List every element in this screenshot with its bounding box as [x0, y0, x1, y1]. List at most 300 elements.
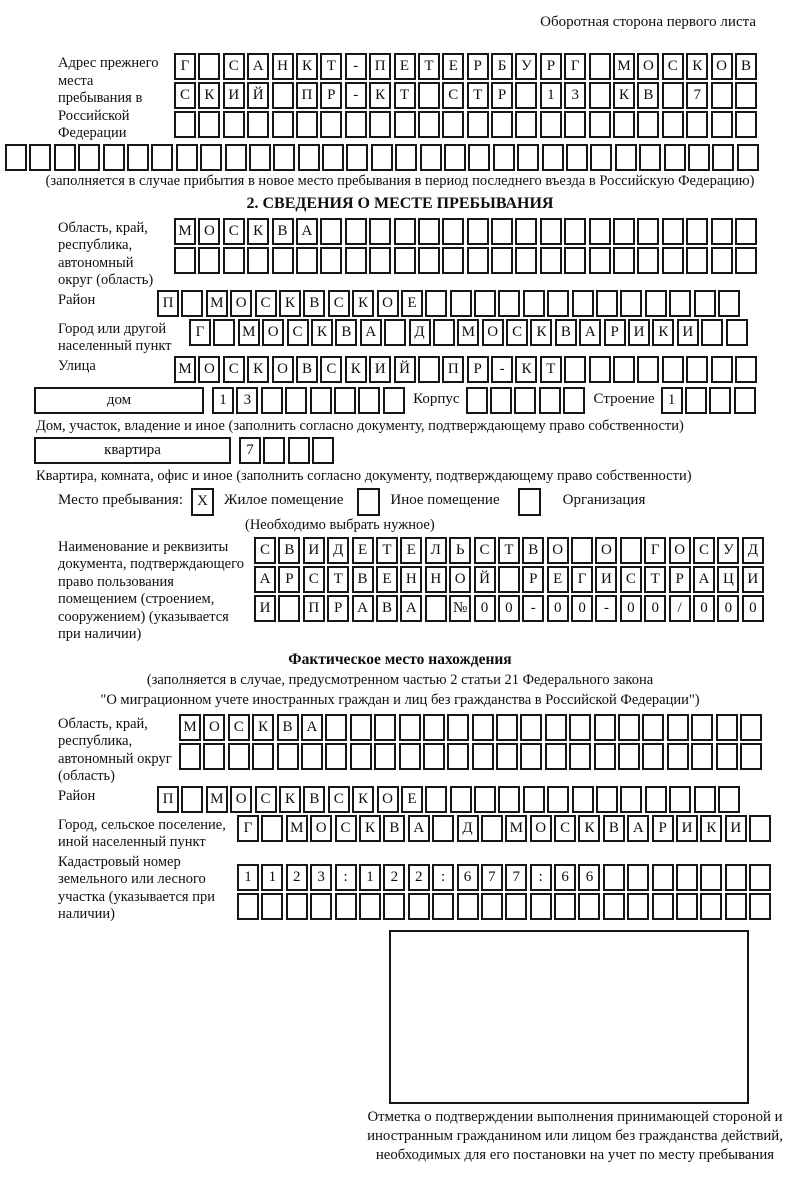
char-cell[interactable]: С — [662, 53, 684, 80]
char-cell[interactable]: 0 — [644, 595, 666, 622]
char-cell[interactable]: У — [717, 537, 739, 564]
char-cell[interactable]: К — [700, 815, 722, 842]
char-cell[interactable]: Е — [442, 53, 464, 80]
char-cell[interactable] — [540, 111, 562, 138]
char-cell[interactable] — [589, 218, 611, 245]
char-cell[interactable]: Н — [400, 566, 422, 593]
char-cell[interactable]: 0 — [717, 595, 739, 622]
char-cell[interactable]: С — [474, 537, 496, 564]
char-cell[interactable] — [627, 864, 649, 891]
char-cell[interactable] — [310, 893, 332, 920]
char-cell[interactable]: - — [345, 82, 367, 109]
char-cell[interactable] — [247, 247, 269, 274]
char-cell[interactable] — [711, 111, 733, 138]
char-cell[interactable] — [444, 144, 466, 171]
char-cell[interactable]: М — [206, 290, 228, 317]
char-cell[interactable] — [325, 714, 347, 741]
char-cell[interactable] — [515, 82, 537, 109]
char-cell[interactable] — [466, 387, 488, 414]
char-cell[interactable] — [151, 144, 173, 171]
char-cell[interactable] — [29, 144, 51, 171]
char-cell[interactable] — [545, 743, 567, 770]
char-cell[interactable] — [481, 815, 503, 842]
char-cell[interactable] — [669, 290, 691, 317]
char-cell[interactable] — [686, 218, 708, 245]
char-cell[interactable] — [603, 893, 625, 920]
char-cell[interactable] — [399, 714, 421, 741]
char-cell[interactable]: Е — [394, 53, 416, 80]
char-cell[interactable] — [127, 144, 149, 171]
char-cell[interactable] — [432, 815, 454, 842]
char-cell[interactable] — [420, 144, 442, 171]
char-cell[interactable]: С — [223, 356, 245, 383]
char-cell[interactable]: Т — [327, 566, 349, 593]
char-cell[interactable] — [261, 893, 283, 920]
char-cell[interactable]: Е — [401, 290, 423, 317]
char-cell[interactable]: С — [287, 319, 309, 346]
char-cell[interactable] — [667, 714, 689, 741]
char-cell[interactable]: К — [652, 319, 674, 346]
char-cell[interactable]: М — [286, 815, 308, 842]
char-cell[interactable] — [467, 111, 489, 138]
char-cell[interactable] — [472, 743, 494, 770]
char-cell[interactable]: Б — [491, 53, 513, 80]
char-cell[interactable]: Д — [742, 537, 764, 564]
char-cell[interactable] — [203, 743, 225, 770]
char-cell[interactable] — [637, 247, 659, 274]
char-cell[interactable]: К — [369, 82, 391, 109]
char-cell[interactable] — [572, 290, 594, 317]
char-cell[interactable]: Р — [652, 815, 674, 842]
char-cell[interactable]: С — [506, 319, 528, 346]
char-cell[interactable] — [369, 247, 391, 274]
char-cell[interactable]: О — [637, 53, 659, 80]
char-cell[interactable]: № — [449, 595, 471, 622]
char-cell[interactable]: А — [247, 53, 269, 80]
char-cell[interactable]: Р — [467, 53, 489, 80]
char-cell[interactable] — [735, 247, 757, 274]
char-cell[interactable] — [520, 743, 542, 770]
char-cell[interactable] — [613, 111, 635, 138]
char-cell[interactable] — [735, 111, 757, 138]
char-cell[interactable] — [718, 290, 740, 317]
char-cell[interactable] — [615, 144, 637, 171]
char-cell[interactable]: А — [352, 595, 374, 622]
char-cell[interactable]: С — [442, 82, 464, 109]
char-cell[interactable] — [384, 319, 406, 346]
char-cell[interactable] — [740, 714, 762, 741]
char-cell[interactable] — [676, 864, 698, 891]
char-cell[interactable] — [345, 111, 367, 138]
char-cell[interactable] — [737, 144, 759, 171]
char-cell[interactable]: Т — [644, 566, 666, 593]
char-cell[interactable]: 6 — [578, 864, 600, 891]
char-cell[interactable] — [298, 144, 320, 171]
char-cell[interactable] — [539, 387, 561, 414]
char-cell[interactable] — [566, 144, 588, 171]
char-cell[interactable] — [225, 144, 247, 171]
char-cell[interactable] — [569, 714, 591, 741]
char-cell[interactable]: В — [352, 566, 374, 593]
char-cell[interactable]: М — [613, 53, 635, 80]
char-cell[interactable] — [620, 537, 642, 564]
char-cell[interactable] — [181, 290, 203, 317]
char-cell[interactable]: И — [595, 566, 617, 593]
char-cell[interactable]: К — [279, 786, 301, 813]
char-cell[interactable] — [272, 247, 294, 274]
char-cell[interactable] — [418, 111, 440, 138]
char-cell[interactable] — [296, 111, 318, 138]
char-cell[interactable] — [301, 743, 323, 770]
char-cell[interactable]: Р — [278, 566, 300, 593]
char-cell[interactable] — [496, 743, 518, 770]
char-cell[interactable] — [296, 247, 318, 274]
char-cell[interactable]: Е — [376, 566, 398, 593]
char-cell[interactable] — [335, 893, 357, 920]
char-cell[interactable] — [571, 537, 593, 564]
char-cell[interactable] — [691, 743, 713, 770]
char-cell[interactable]: 2 — [383, 864, 405, 891]
char-cell[interactable]: М — [238, 319, 260, 346]
char-cell[interactable]: А — [579, 319, 601, 346]
char-cell[interactable] — [237, 893, 259, 920]
char-cell[interactable] — [716, 714, 738, 741]
char-cell[interactable] — [325, 743, 347, 770]
char-cell[interactable]: 0 — [547, 595, 569, 622]
char-cell[interactable]: М — [174, 218, 196, 245]
char-cell[interactable] — [735, 218, 757, 245]
char-cell[interactable] — [198, 53, 220, 80]
char-cell[interactable] — [530, 893, 552, 920]
char-cell[interactable]: С — [328, 290, 350, 317]
char-cell[interactable]: Г — [237, 815, 259, 842]
char-cell[interactable] — [701, 319, 723, 346]
char-cell[interactable]: П — [442, 356, 464, 383]
char-cell[interactable]: Г — [571, 566, 593, 593]
char-cell[interactable]: Р — [491, 82, 513, 109]
char-cell[interactable]: 1 — [212, 387, 234, 414]
char-cell[interactable]: Р — [327, 595, 349, 622]
char-cell[interactable] — [517, 144, 539, 171]
char-cell[interactable] — [491, 218, 513, 245]
char-cell[interactable] — [312, 437, 334, 464]
char-cell[interactable] — [620, 786, 642, 813]
char-cell[interactable] — [498, 566, 520, 593]
char-cell[interactable] — [652, 864, 674, 891]
char-cell[interactable] — [637, 218, 659, 245]
char-cell[interactable]: К — [252, 714, 274, 741]
char-cell[interactable]: Д — [409, 319, 431, 346]
char-cell[interactable] — [320, 218, 342, 245]
char-cell[interactable] — [468, 144, 490, 171]
char-cell[interactable]: И — [223, 82, 245, 109]
char-cell[interactable]: А — [296, 218, 318, 245]
char-cell[interactable] — [505, 893, 527, 920]
char-cell[interactable] — [645, 290, 667, 317]
char-cell[interactable] — [642, 743, 664, 770]
char-cell[interactable] — [467, 218, 489, 245]
char-cell[interactable] — [686, 247, 708, 274]
char-cell[interactable]: Г — [189, 319, 211, 346]
char-cell[interactable]: В — [277, 714, 299, 741]
char-cell[interactable]: А — [400, 595, 422, 622]
char-cell[interactable] — [418, 218, 440, 245]
char-cell[interactable] — [564, 356, 586, 383]
char-cell[interactable]: С — [223, 53, 245, 80]
char-cell[interactable]: В — [272, 218, 294, 245]
char-cell[interactable]: С — [320, 356, 342, 383]
char-cell[interactable]: 7 — [686, 82, 708, 109]
char-cell[interactable] — [589, 356, 611, 383]
char-cell[interactable]: И — [725, 815, 747, 842]
char-cell[interactable] — [637, 356, 659, 383]
char-cell[interactable] — [685, 387, 707, 414]
char-cell[interactable]: М — [457, 319, 479, 346]
char-cell[interactable]: Р — [522, 566, 544, 593]
char-cell[interactable] — [423, 743, 445, 770]
char-cell[interactable]: С — [223, 218, 245, 245]
char-cell[interactable]: Г — [174, 53, 196, 80]
char-cell[interactable] — [662, 356, 684, 383]
char-cell[interactable] — [712, 144, 734, 171]
char-cell[interactable]: О — [262, 319, 284, 346]
char-cell[interactable] — [725, 864, 747, 891]
char-cell[interactable] — [286, 893, 308, 920]
char-cell[interactable] — [395, 144, 417, 171]
char-cell[interactable]: Т — [320, 53, 342, 80]
char-cell[interactable]: С — [255, 290, 277, 317]
char-cell[interactable] — [686, 356, 708, 383]
char-cell[interactable]: К — [198, 82, 220, 109]
char-cell[interactable] — [418, 356, 440, 383]
char-cell[interactable] — [450, 290, 472, 317]
char-cell[interactable]: Е — [400, 537, 422, 564]
char-cell[interactable]: С — [254, 537, 276, 564]
char-cell[interactable]: В — [335, 319, 357, 346]
char-cell[interactable]: П — [369, 53, 391, 80]
char-cell[interactable]: П — [157, 290, 179, 317]
char-cell[interactable] — [423, 714, 445, 741]
other-premises-checkbox[interactable] — [357, 488, 380, 516]
char-cell[interactable] — [542, 144, 564, 171]
char-cell[interactable] — [515, 111, 537, 138]
house-type-box[interactable]: дом — [34, 387, 204, 414]
char-cell[interactable]: О — [595, 537, 617, 564]
char-cell[interactable] — [596, 786, 618, 813]
char-cell[interactable] — [54, 144, 76, 171]
char-cell[interactable]: В — [376, 595, 398, 622]
char-cell[interactable]: 6 — [554, 864, 576, 891]
char-cell[interactable] — [198, 247, 220, 274]
char-cell[interactable]: А — [301, 714, 323, 741]
char-cell[interactable]: О — [310, 815, 332, 842]
char-cell[interactable] — [447, 714, 469, 741]
char-cell[interactable] — [383, 893, 405, 920]
char-cell[interactable]: О — [272, 356, 294, 383]
char-cell[interactable]: К — [296, 53, 318, 80]
char-cell[interactable]: К — [279, 290, 301, 317]
char-cell[interactable] — [749, 893, 771, 920]
char-cell[interactable] — [514, 387, 536, 414]
char-cell[interactable] — [383, 387, 405, 414]
char-cell[interactable] — [394, 247, 416, 274]
char-cell[interactable]: М — [206, 786, 228, 813]
char-cell[interactable] — [547, 290, 569, 317]
char-cell[interactable]: М — [505, 815, 527, 842]
char-cell[interactable] — [491, 111, 513, 138]
char-cell[interactable]: К — [515, 356, 537, 383]
char-cell[interactable] — [547, 786, 569, 813]
char-cell[interactable]: С — [303, 566, 325, 593]
char-cell[interactable]: С — [228, 714, 250, 741]
char-cell[interactable]: К — [247, 218, 269, 245]
char-cell[interactable]: Й — [247, 82, 269, 109]
char-cell[interactable]: И — [676, 815, 698, 842]
char-cell[interactable] — [589, 53, 611, 80]
char-cell[interactable]: Т — [418, 53, 440, 80]
char-cell[interactable]: С — [174, 82, 196, 109]
char-cell[interactable] — [450, 786, 472, 813]
apartment-type-box[interactable]: квартира — [34, 437, 231, 464]
char-cell[interactable] — [359, 893, 381, 920]
char-cell[interactable] — [320, 247, 342, 274]
char-cell[interactable]: 6 — [457, 864, 479, 891]
char-cell[interactable] — [261, 815, 283, 842]
char-cell[interactable] — [369, 111, 391, 138]
char-cell[interactable]: 0 — [474, 595, 496, 622]
char-cell[interactable] — [213, 319, 235, 346]
char-cell[interactable] — [474, 786, 496, 813]
char-cell[interactable] — [694, 786, 716, 813]
char-cell[interactable] — [345, 218, 367, 245]
char-cell[interactable]: Р — [604, 319, 626, 346]
char-cell[interactable] — [223, 111, 245, 138]
char-cell[interactable]: 0 — [693, 595, 715, 622]
char-cell[interactable] — [540, 218, 562, 245]
char-cell[interactable]: О — [230, 290, 252, 317]
char-cell[interactable]: Е — [352, 537, 374, 564]
char-cell[interactable]: К — [578, 815, 600, 842]
char-cell[interactable] — [662, 218, 684, 245]
char-cell[interactable]: В — [555, 319, 577, 346]
char-cell[interactable]: О — [547, 537, 569, 564]
char-cell[interactable] — [554, 893, 576, 920]
char-cell[interactable] — [447, 743, 469, 770]
char-cell[interactable] — [662, 82, 684, 109]
char-cell[interactable] — [618, 714, 640, 741]
char-cell[interactable] — [442, 218, 464, 245]
char-cell[interactable]: 0 — [742, 595, 764, 622]
char-cell[interactable] — [408, 893, 430, 920]
char-cell[interactable] — [285, 387, 307, 414]
char-cell[interactable]: И — [254, 595, 276, 622]
char-cell[interactable] — [740, 743, 762, 770]
char-cell[interactable]: Л — [425, 537, 447, 564]
char-cell[interactable]: О — [377, 786, 399, 813]
char-cell[interactable] — [228, 743, 250, 770]
char-cell[interactable] — [520, 714, 542, 741]
char-cell[interactable]: - — [345, 53, 367, 80]
char-cell[interactable] — [358, 387, 380, 414]
char-cell[interactable]: Е — [401, 786, 423, 813]
char-cell[interactable]: Н — [272, 53, 294, 80]
char-cell[interactable]: М — [179, 714, 201, 741]
char-cell[interactable] — [688, 144, 710, 171]
char-cell[interactable]: О — [449, 566, 471, 593]
char-cell[interactable] — [620, 290, 642, 317]
char-cell[interactable] — [590, 144, 612, 171]
char-cell[interactable] — [596, 290, 618, 317]
char-cell[interactable]: - — [491, 356, 513, 383]
char-cell[interactable] — [418, 247, 440, 274]
char-cell[interactable]: 7 — [481, 864, 503, 891]
char-cell[interactable] — [523, 786, 545, 813]
char-cell[interactable] — [613, 247, 635, 274]
char-cell[interactable]: / — [669, 595, 691, 622]
char-cell[interactable] — [176, 144, 198, 171]
char-cell[interactable]: С — [620, 566, 642, 593]
char-cell[interactable] — [709, 387, 731, 414]
char-cell[interactable] — [334, 387, 356, 414]
char-cell[interactable] — [272, 111, 294, 138]
char-cell[interactable]: 3 — [236, 387, 258, 414]
char-cell[interactable]: Д — [327, 537, 349, 564]
char-cell[interactable]: Т — [540, 356, 562, 383]
char-cell[interactable] — [564, 218, 586, 245]
char-cell[interactable] — [432, 893, 454, 920]
char-cell[interactable]: С — [255, 786, 277, 813]
char-cell[interactable] — [669, 786, 691, 813]
char-cell[interactable] — [711, 356, 733, 383]
char-cell[interactable] — [174, 111, 196, 138]
char-cell[interactable] — [288, 437, 310, 464]
char-cell[interactable]: П — [296, 82, 318, 109]
char-cell[interactable] — [252, 743, 274, 770]
char-cell[interactable]: С — [693, 537, 715, 564]
char-cell[interactable]: Г — [644, 537, 666, 564]
char-cell[interactable]: А — [360, 319, 382, 346]
char-cell[interactable]: О — [198, 356, 220, 383]
char-cell[interactable]: В — [522, 537, 544, 564]
char-cell[interactable]: Г — [564, 53, 586, 80]
char-cell[interactable]: 1 — [359, 864, 381, 891]
char-cell[interactable] — [425, 786, 447, 813]
char-cell[interactable] — [694, 290, 716, 317]
char-cell[interactable]: К — [311, 319, 333, 346]
char-cell[interactable]: К — [352, 290, 374, 317]
char-cell[interactable] — [637, 111, 659, 138]
char-cell[interactable]: - — [595, 595, 617, 622]
char-cell[interactable] — [572, 786, 594, 813]
char-cell[interactable]: 7 — [505, 864, 527, 891]
char-cell[interactable] — [652, 893, 674, 920]
char-cell[interactable]: К — [345, 356, 367, 383]
char-cell[interactable]: 2 — [286, 864, 308, 891]
char-cell[interactable] — [627, 893, 649, 920]
char-cell[interactable]: Р — [467, 356, 489, 383]
char-cell[interactable] — [457, 893, 479, 920]
char-cell[interactable]: Т — [376, 537, 398, 564]
char-cell[interactable]: О — [230, 786, 252, 813]
residential-checkbox[interactable]: X — [191, 488, 214, 516]
char-cell[interactable] — [394, 111, 416, 138]
char-cell[interactable]: 0 — [620, 595, 642, 622]
char-cell[interactable] — [394, 218, 416, 245]
char-cell[interactable] — [103, 144, 125, 171]
char-cell[interactable] — [613, 356, 635, 383]
char-cell[interactable] — [725, 893, 747, 920]
char-cell[interactable] — [5, 144, 27, 171]
